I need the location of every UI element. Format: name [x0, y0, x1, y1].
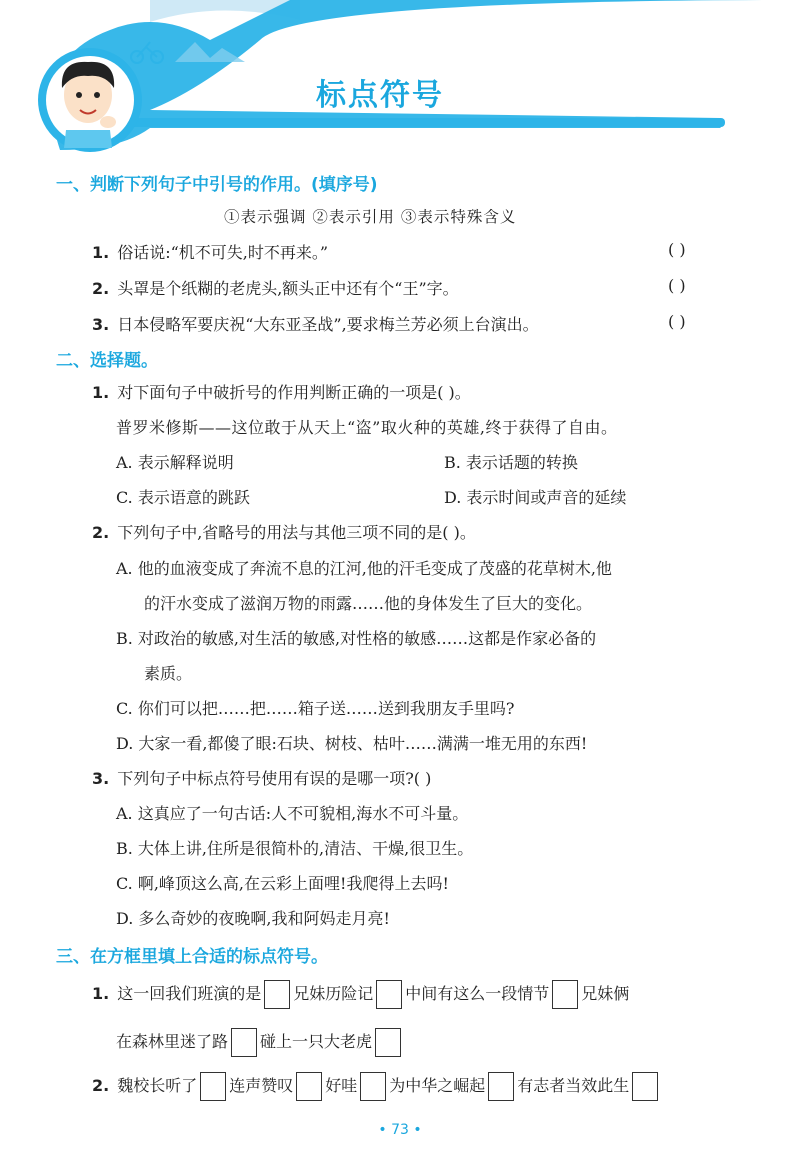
- answer-box[interactable]: [488, 1072, 514, 1101]
- s3-q2-line-1: [92, 1072, 661, 1101]
- page-title: 标点符号: [316, 78, 444, 113]
- s1-item-1: [92, 240, 328, 263]
- s2-q3-option-b[interactable]: B. 大体上讲,住所是很简朴的,清洁、干燥,很卫生。: [116, 839, 474, 858]
- item-text: 日本侵略军要庆祝“大东亚圣战”,要求梅兰芳必须上台演出。: [117, 315, 539, 334]
- s2-q2: [92, 520, 476, 543]
- item-number: 2.: [92, 1076, 110, 1095]
- answer-box[interactable]: [296, 1072, 322, 1101]
- item-text: 俗话说:“机不可失,时不再来。”: [117, 243, 329, 262]
- answer-box[interactable]: [632, 1072, 658, 1101]
- item-number: 3.: [92, 315, 110, 334]
- answer-box[interactable]: [264, 980, 290, 1009]
- page-number: • 73 •: [378, 1122, 422, 1138]
- s2-q1-option-a[interactable]: A. 表示解释说明: [116, 453, 234, 472]
- s2-q2-option-b-cont: 素质。: [144, 664, 193, 683]
- s1-answer-1[interactable]: ( ): [668, 240, 686, 259]
- s1-item-2: [92, 276, 459, 299]
- s2-q1-option-d[interactable]: D. 表示时间或声音的延续: [444, 488, 627, 507]
- section-2-title: 二、选择题。: [56, 351, 158, 371]
- s1-answer-3[interactable]: ( ): [668, 312, 686, 331]
- answer-box[interactable]: [231, 1028, 257, 1057]
- text-segment: 这一回我们班演的是: [117, 984, 262, 1003]
- s3-q1-line-2: [116, 1028, 404, 1057]
- text-segment: 兄妹历险记: [293, 984, 374, 1003]
- s2-q2-option-a-cont: 的汗水变成了滋润万物的雨露……他的身体发生了巨大的变化。: [144, 594, 593, 613]
- answer-box[interactable]: [552, 980, 578, 1009]
- item-number: 2.: [92, 523, 110, 542]
- answer-box[interactable]: [376, 980, 402, 1009]
- s2-q3: [92, 766, 431, 789]
- item-number: 1.: [92, 984, 110, 1003]
- s2-q3-option-c[interactable]: C. 啊,峰顶这么高,在云彩上面哩!我爬得上去吗!: [116, 874, 449, 893]
- answer-box[interactable]: [375, 1028, 401, 1057]
- item-number: 1.: [92, 383, 110, 402]
- text-segment: 碰上一只大老虎: [260, 1032, 373, 1051]
- s1-item-3: [92, 312, 539, 335]
- boy-avatar-icon: [62, 62, 116, 148]
- item-number: 2.: [92, 279, 110, 298]
- text-segment: 有志者当效此生: [517, 1076, 630, 1095]
- answer-box[interactable]: [200, 1072, 226, 1101]
- text-segment: 好哇: [325, 1076, 358, 1095]
- text-segment: 兄妹俩: [581, 984, 630, 1003]
- s3-q1-line-1: [92, 980, 629, 1009]
- item-number: 3.: [92, 769, 110, 788]
- item-text: 头罩是个纸糊的老虎头,额头正中还有个“王”字。: [117, 279, 459, 298]
- s2-q1-quote: 普罗米修斯——这位敢于从天上“盗”取火种的英雄,终于获得了自由。: [116, 418, 618, 437]
- s2-q1-option-b[interactable]: B. 表示话题的转换: [444, 453, 578, 472]
- text-segment: 为中华之崛起: [389, 1076, 486, 1095]
- answer-box[interactable]: [360, 1072, 386, 1101]
- question-text: 下列句子中,省略号的用法与其他三项不同的是( )。: [117, 523, 476, 542]
- text-segment: 在森林里迷了路: [116, 1032, 229, 1051]
- s2-q1-option-c[interactable]: C. 表示语意的跳跃: [116, 488, 250, 507]
- item-number: 1.: [92, 243, 110, 262]
- s2-q2-option-b[interactable]: B. 对政治的敏感,对生活的敏感,对性格的敏感……这都是作家必备的: [116, 629, 597, 648]
- s2-q2-option-d[interactable]: D. 大家一看,都傻了眼:石块、树枝、枯叶……满满一堆无用的东西!: [116, 734, 588, 753]
- text-segment: 连声赞叹: [229, 1076, 294, 1095]
- section-1-title: 一、判断下列句子中引号的作用。(填序号): [56, 175, 378, 195]
- s1-answer-2[interactable]: ( ): [668, 276, 686, 295]
- question-text: 下列句子中标点符号使用有误的是哪一项?( ): [117, 769, 432, 788]
- s2-q3-option-d[interactable]: D. 多么奇妙的夜晚啊,我和阿妈走月亮!: [116, 909, 390, 928]
- s2-q1: [92, 380, 471, 403]
- legend: ①表示强调 ②表示引用 ③表示特殊含义: [224, 208, 517, 226]
- text-segment: 魏校长听了: [117, 1076, 198, 1095]
- s2-q2-option-a[interactable]: A. 他的血液变成了奔流不息的江河,他的汗毛变成了茂盛的花草树木,他: [116, 559, 612, 578]
- question-text: 对下面句子中破折号的作用判断正确的一项是( )。: [117, 383, 471, 402]
- text-segment: 中间有这么一段情节: [405, 984, 550, 1003]
- section-3-title: 三、在方框里填上合适的标点符号。: [56, 947, 328, 967]
- s2-q2-option-c[interactable]: C. 你们可以把……把……箱子送……送到我朋友手里吗?: [116, 699, 515, 718]
- s2-q3-option-a[interactable]: A. 这真应了一句古话:人不可貌相,海水不可斗量。: [116, 804, 469, 823]
